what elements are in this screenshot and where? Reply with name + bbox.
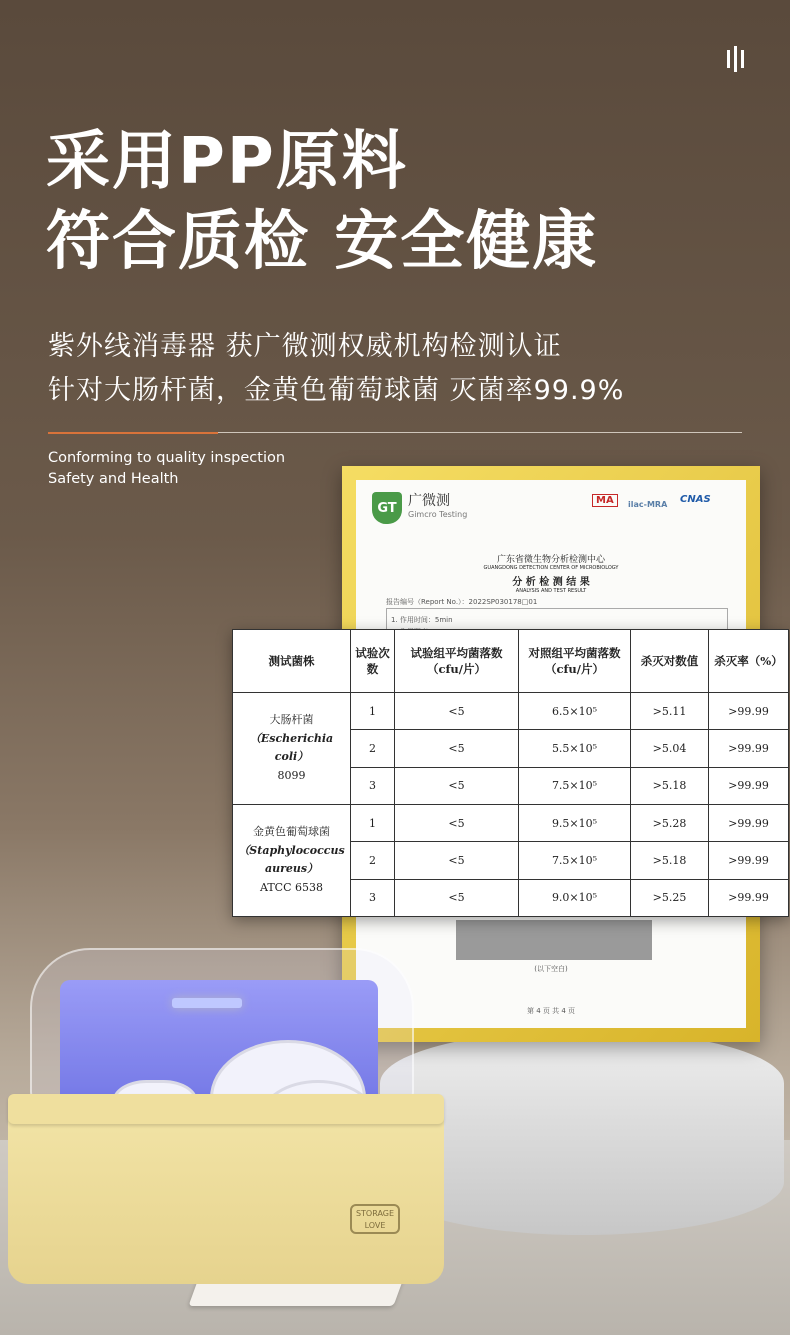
test-cell: <5 (395, 693, 519, 730)
certificate-center-name: 广东省微生物分析检测中心 (496, 555, 605, 565)
header-control-colonies: 对照组平均菌落数（cfu/片） (519, 630, 631, 693)
badge-line2: LOVE (364, 1221, 386, 1230)
control-cell: 5.5×10⁵ (519, 730, 631, 767)
certificate-center-name-en: GUANGDONG DETECTION CENTER OF MICROBIOLOGY (483, 565, 619, 571)
trial-cell: 1 (351, 804, 395, 841)
control-cell: 7.5×10⁵ (519, 767, 631, 804)
table-row (233, 693, 789, 730)
dish-rack-product (0, 940, 460, 1320)
ilac-badge: ilac-MRA (628, 500, 668, 509)
strain-code: ATCC 6538 (259, 881, 323, 895)
strain-code: 8099 (277, 769, 306, 783)
english-line1: Conforming to quality inspection (48, 450, 286, 466)
rate-cell: >99.99 (709, 730, 789, 767)
rack-lid (30, 948, 414, 1102)
log-cell: >5.18 (631, 767, 709, 804)
strain-latin-2: aureus） (264, 862, 319, 876)
certificate-page-number: 第 4 页 共 4 页 (526, 1007, 576, 1015)
header-kill-rate: 杀灭率（%） (709, 630, 789, 693)
header-test-colonies: 试验组平均菌落数（cfu/片） (395, 630, 519, 693)
subheadline-line1: 紫外线消毒器 获广微测权威机构检测认证 (48, 331, 562, 362)
test-cell: <5 (395, 804, 519, 841)
certificate-sample-photo (456, 920, 652, 960)
rate-cell: >99.99 (709, 804, 789, 841)
subheadline-line2: 针对大肠杆菌，金黄色葡萄球菌 灭菌率99.9% (48, 375, 625, 406)
control-cell: 7.5×10⁵ (519, 842, 631, 879)
certificate-photo-caption: (以下空白) (534, 965, 568, 973)
trial-cell: 3 (351, 879, 395, 916)
storage-love-badge (350, 1204, 400, 1234)
strain-name: 大肠杆菌 (269, 713, 314, 727)
strain-name: 金黄色葡萄球菌 (253, 825, 330, 839)
control-cell: 9.0×10⁵ (519, 879, 631, 916)
test-cell: <5 (395, 767, 519, 804)
certificate-org-cn: 广微测 (408, 493, 450, 509)
headline-line2: 符合质检 安全健康 (46, 205, 599, 279)
trial-cell: 1 (351, 693, 395, 730)
table-header-row (233, 630, 789, 693)
cnas-badge: CNAS (680, 494, 711, 505)
rate-cell: >99.99 (709, 842, 789, 879)
rack-rim (8, 1094, 444, 1124)
log-cell: >5.28 (631, 804, 709, 841)
test-cell: <5 (395, 842, 519, 879)
sterilization-results-table (232, 629, 789, 917)
certificate-param-1: 1. 作用时间：5min (391, 616, 453, 624)
strain-latin: （Staphylococcus (238, 843, 345, 857)
control-cell: 9.5×10⁵ (519, 804, 631, 841)
strain-cell (233, 804, 351, 916)
table-row (233, 804, 789, 841)
badge-line1: STORAGE (355, 1209, 395, 1218)
strain-latin: （Escherichia coli） (249, 731, 334, 764)
log-cell: >5.11 (631, 693, 709, 730)
log-cell: >5.18 (631, 842, 709, 879)
certificate-title-en: ANALYSIS AND TEST RESULT (515, 588, 587, 594)
rate-cell: >99.99 (709, 879, 789, 916)
certificate-title: 分 析 检 测 结 果 (512, 577, 590, 588)
menu-bars-icon (726, 46, 746, 72)
test-cell: <5 (395, 730, 519, 767)
header-strain: 测试菌株 (233, 630, 351, 693)
trial-cell: 2 (351, 842, 395, 879)
header-kill-log: 杀灭对数值 (631, 630, 709, 693)
rate-cell: >99.99 (709, 693, 789, 730)
log-cell: >5.04 (631, 730, 709, 767)
log-cell: >5.25 (631, 879, 709, 916)
strain-cell (233, 693, 351, 805)
rate-cell: >99.99 (709, 767, 789, 804)
header-trial: 试验次数 (351, 630, 395, 693)
certificate-report-no: 报告编号（Report No.）：2022SP030178□01 (386, 598, 538, 606)
trial-cell: 2 (351, 730, 395, 767)
headline-line1: 采用PP原料 (46, 125, 408, 199)
english-line2: Safety and Health (48, 471, 179, 487)
trial-cell: 3 (351, 767, 395, 804)
divider-accent (48, 432, 218, 434)
divider-line (218, 432, 742, 433)
gimcro-logo-icon: GT (372, 492, 402, 524)
test-cell: <5 (395, 879, 519, 916)
ma-badge: MA (592, 494, 618, 507)
control-cell: 6.5×10⁵ (519, 693, 631, 730)
certificate-org-en: Gimcro Testing (408, 510, 468, 519)
